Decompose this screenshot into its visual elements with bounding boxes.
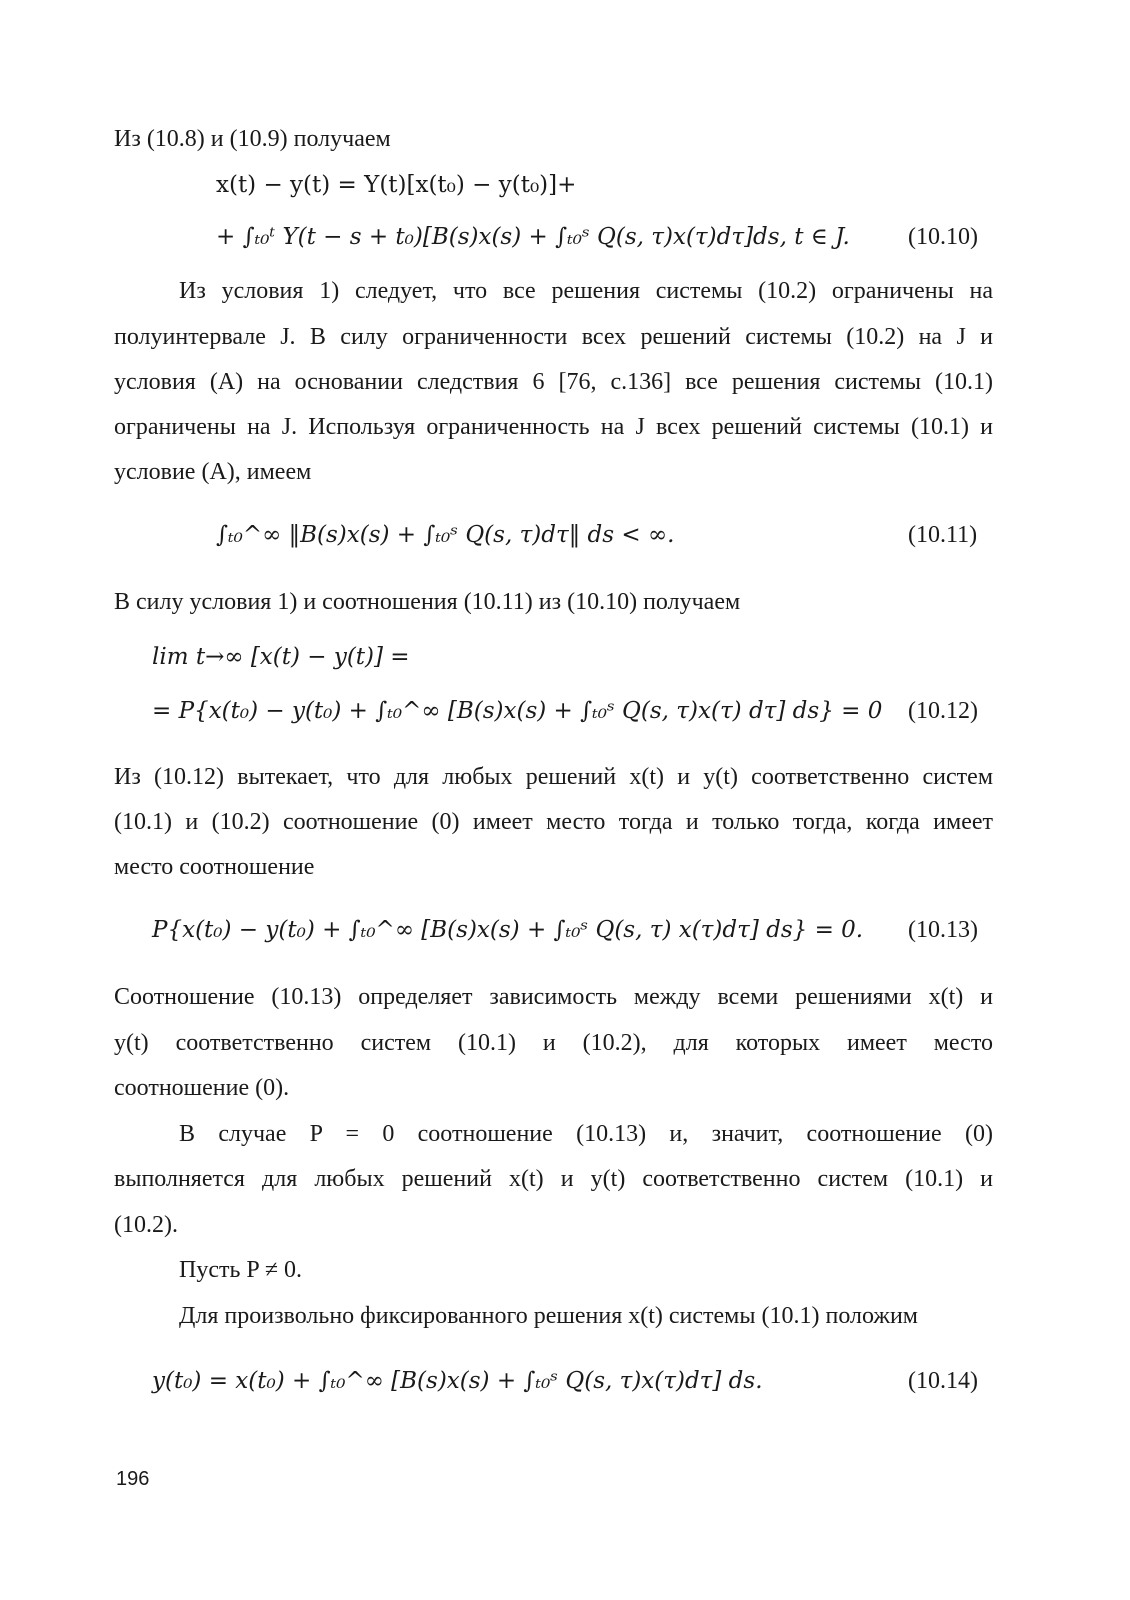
paragraph-case-line-1: В случае P = 0 соотношение (10.13) и, значит, соотношение (0) xyxy=(179,1121,993,1147)
paragraph-follows-line-1: Из (10.12) вытекает, что для любых решений x(t) и y(t) соответственно систем xyxy=(114,764,993,790)
paragraph-condition-line-4: ограничены на J. Используя ограниченность на J всех решений системы (10.1) и xyxy=(114,414,993,440)
paragraph-relation-line-2: y(t) соответственно систем (10.1) и (10.2), для которых имеет место xyxy=(114,1030,993,1056)
formula-10-14: y(t₀) = x(t₀) + ∫ₜ₀^∞ [B(s)x(s) + ∫ₜ₀ˢ Q(s, τ)x(τ)dτ] ds. xyxy=(152,1368,763,1394)
formula-10-11: ∫ₜ₀^∞ ‖B(s)x(s) + ∫ₜ₀ˢ Q(s, τ)dτ‖ ds < ∞. xyxy=(216,522,675,548)
paragraph-by-virtue: В силу условия 1) и соотношения (10.11) из (10.10) получаем xyxy=(114,589,741,615)
formula-10-12-line-2: = P{x(t₀) − y(t₀) + ∫ₜ₀^∞ [B(s)x(s) + ∫ₜ₀ˢ Q(s, τ)x(τ) dτ] ds} = 0 xyxy=(152,698,883,724)
formula-10-10-line-2: + ∫ₜ₀ᵗ Y(t − s + t₀)[B(s)x(s) + ∫ₜ₀ˢ Q(s, τ)x(τ)dτ]ds, t ∈ J. xyxy=(216,224,850,250)
paragraph-intro: Из (10.8) и (10.9) получаем xyxy=(114,126,391,152)
formula-10-10-line-1: x(t) − y(t) = Y(t)[x(t₀) − y(t₀)]+ xyxy=(216,172,577,198)
paragraph-fixed-solution: Для произвольно фиксированного решения x(t) системы (10.1) положим xyxy=(179,1303,918,1329)
paragraph-follows-line-3: место соотношение xyxy=(114,854,315,880)
formula-10-12-line-1: lim t→∞ [x(t) − y(t)] = xyxy=(152,644,410,670)
paragraph-follows-line-2: (10.1) и (10.2) соотношение (0) имеет место тогда и только тогда, когда имеет xyxy=(114,809,993,835)
paragraph-condition-line-1: Из условия 1) следует, что все решения системы (10.2) ограничены на xyxy=(179,278,993,304)
paragraph-condition-line-5: условие (A), имеем xyxy=(114,459,312,485)
paragraph-condition-line-2: полуинтервале J. В силу ограниченности всех решений системы (10.2) на J и xyxy=(114,324,993,350)
equation-number-10-13: (10.13) xyxy=(908,917,978,943)
paragraph-relation-line-3: соотношение (0). xyxy=(114,1075,290,1101)
paragraph-condition-line-3: условия (A) на основании следствия 6 [76, с.136] все решения системы (10.1) xyxy=(114,369,993,395)
paragraph-relation-line-1: Соотношение (10.13) определяет зависимость между всеми решениями x(t) и xyxy=(114,984,993,1010)
equation-number-10-11: (10.11) xyxy=(908,522,978,548)
formula-10-13: P{x(t₀) − y(t₀) + ∫ₜ₀^∞ [B(s)x(s) + ∫ₜ₀ˢ Q(s, τ) x(τ)dτ] ds} = 0. xyxy=(152,917,864,943)
paragraph-case-line-2: выполняется для любых решений x(t) и y(t) соответственно систем (10.1) и xyxy=(114,1166,994,1192)
page-number: 196 xyxy=(116,1468,150,1490)
equation-number-10-10: (10.10) xyxy=(908,224,978,250)
paragraph-case-line-3: (10.2). xyxy=(114,1212,178,1238)
paragraph-let: Пусть P ≠ 0. xyxy=(179,1257,303,1283)
equation-number-10-12: (10.12) xyxy=(908,698,978,724)
equation-number-10-14: (10.14) xyxy=(908,1368,978,1394)
